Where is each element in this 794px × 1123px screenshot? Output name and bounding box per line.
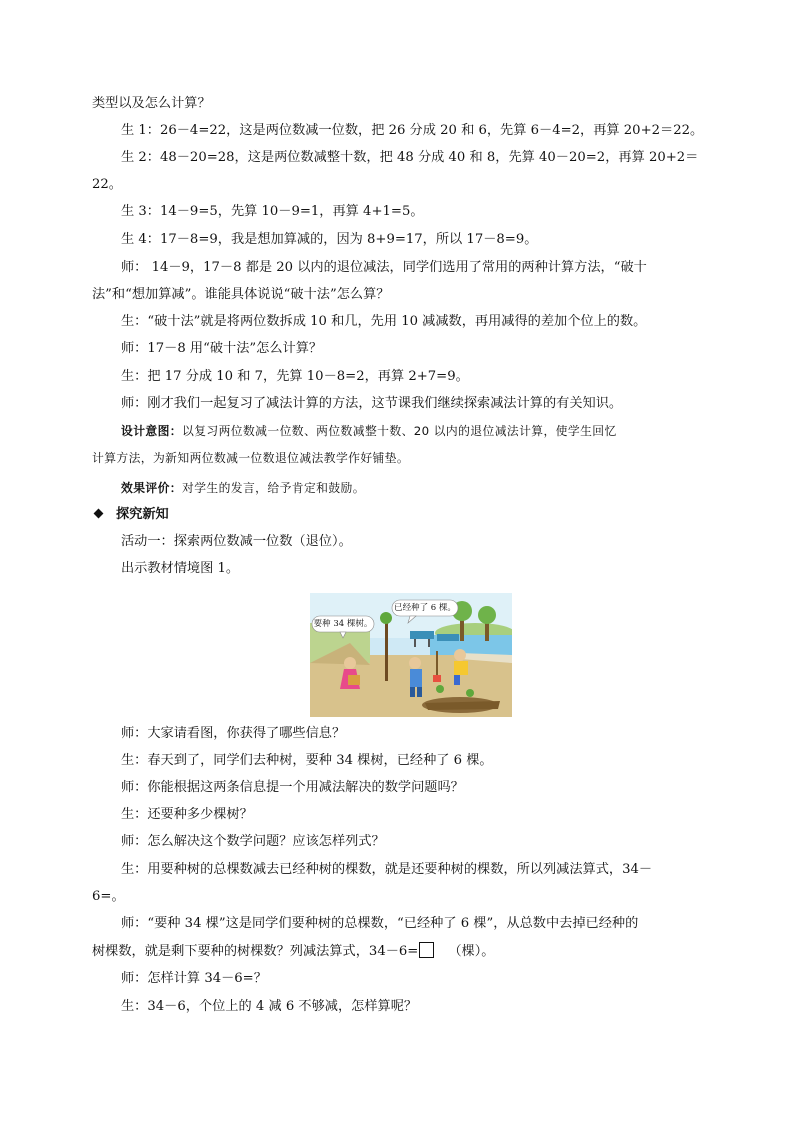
equation-text: 树棵数，就是剩下要种的树棵数？列减法算式，34－6= — [92, 944, 419, 959]
text-line: 法”和“想加算减”。谁能具体说说“破十法”怎么算？ — [92, 287, 390, 302]
section-title: 探究新知 — [116, 507, 169, 522]
text-line: 22。 — [92, 177, 122, 192]
effect-text: 对学生的发言，给予肯定和鼓励。 — [182, 481, 365, 495]
answer-box — [419, 942, 434, 958]
text-line: 师：怎么解决这个数学问题？应该怎样列式？ — [121, 834, 385, 849]
text-line: 生 3：14－9=5，先算 10－9=1，再算 4+1=5。 — [121, 204, 424, 219]
text-line: 生 2：48－20=28，这是两位数减整十数，把 48 分成 40 和 8，先算 40－20=2，再算 20+2＝ — [121, 150, 699, 165]
figure-caption: 出示教材情境图 1。 — [121, 561, 240, 576]
text-line: 师：你能根据这两条信息提一个用减法解决的数学问题吗？ — [121, 780, 464, 795]
text-line: 师：大家请看图，你获得了哪些信息？ — [121, 726, 346, 741]
speech-bubble-right: 已经种了 6 棵。 — [394, 603, 456, 613]
text-line: 生 4：17－8=9，我是想加算减的，因为 8+9=17，所以 17－8=9。 — [121, 232, 538, 247]
text-line: 生：春天到了，同学们去种树，要种 34 棵树，已经种了 6 棵。 — [121, 753, 493, 768]
design-intent-line2: 计算方法，为新知两位数减一位数退位减法教学作好铺垫。 — [92, 451, 410, 465]
text-line: 生：还要种多少棵树？ — [121, 807, 253, 822]
text-line: 6=。 — [92, 889, 125, 904]
text-line: 师：“要种 34 棵”这是同学们要种树的总棵数，“已经种了 6 棵”，从总数中去掉已经种的 — [121, 916, 639, 931]
effect-evaluation — [121, 478, 741, 498]
design-intent-line1 — [121, 421, 741, 441]
text-line: 生：34－6，个位上的 4 减 6 不够减，怎样算呢？ — [121, 999, 418, 1014]
text-line: 师：怎样计算 34－6=？ — [121, 971, 267, 986]
text-line: 类型以及怎么计算？ — [92, 96, 211, 111]
tree-planting-illustration — [310, 593, 512, 717]
design-intent-text: 以复习两位数减一位数、两位数减整十数、20 以内的退位减法计算，使学生回忆 — [182, 424, 617, 438]
effect-label: 效果评价： — [121, 481, 182, 495]
text-line: 生：用要种树的总棵数减去已经种树的棵数，就是还要种树的棵数，所以列减法算式，34－ — [121, 862, 653, 877]
text-line: 师：刚才我们一起复习了减法计算的方法，这节课我们继续探索减法计算的有关知识。 — [121, 396, 623, 411]
speech-bubble-left: 要种 34 棵树。 — [313, 619, 373, 629]
section-heading — [92, 505, 712, 525]
unit-text: （棵）。 — [448, 944, 495, 959]
diamond-bullet-icon — [94, 509, 104, 519]
text-line: 生：把 17 分成 10 和 7，先算 10－8=2，再算 2+7=9。 — [121, 369, 469, 384]
text-line: 师：17－8 用“破十法”怎么计算？ — [121, 341, 323, 356]
text-line: 师： 14－9，17－8 都是 20 以内的退位减法，同学们选用了常用的两种计算方法，“破十 — [121, 260, 647, 275]
design-intent-label: 设计意图： — [121, 424, 182, 438]
text-line: 生：“破十法”就是将两位数拆成 10 和几，先用 10 减减数，再用减得的差加个位上的数。 — [121, 314, 647, 329]
activity-title: 活动一：探索两位数减一位数（退位）。 — [121, 534, 352, 549]
text-line: 生 1：26－4=22，这是两位数减一位数，把 26 分成 20 和 6，先算 6－4=2，再算 20+2＝22。 — [121, 123, 704, 138]
text-line-with-answer-box — [92, 942, 712, 962]
